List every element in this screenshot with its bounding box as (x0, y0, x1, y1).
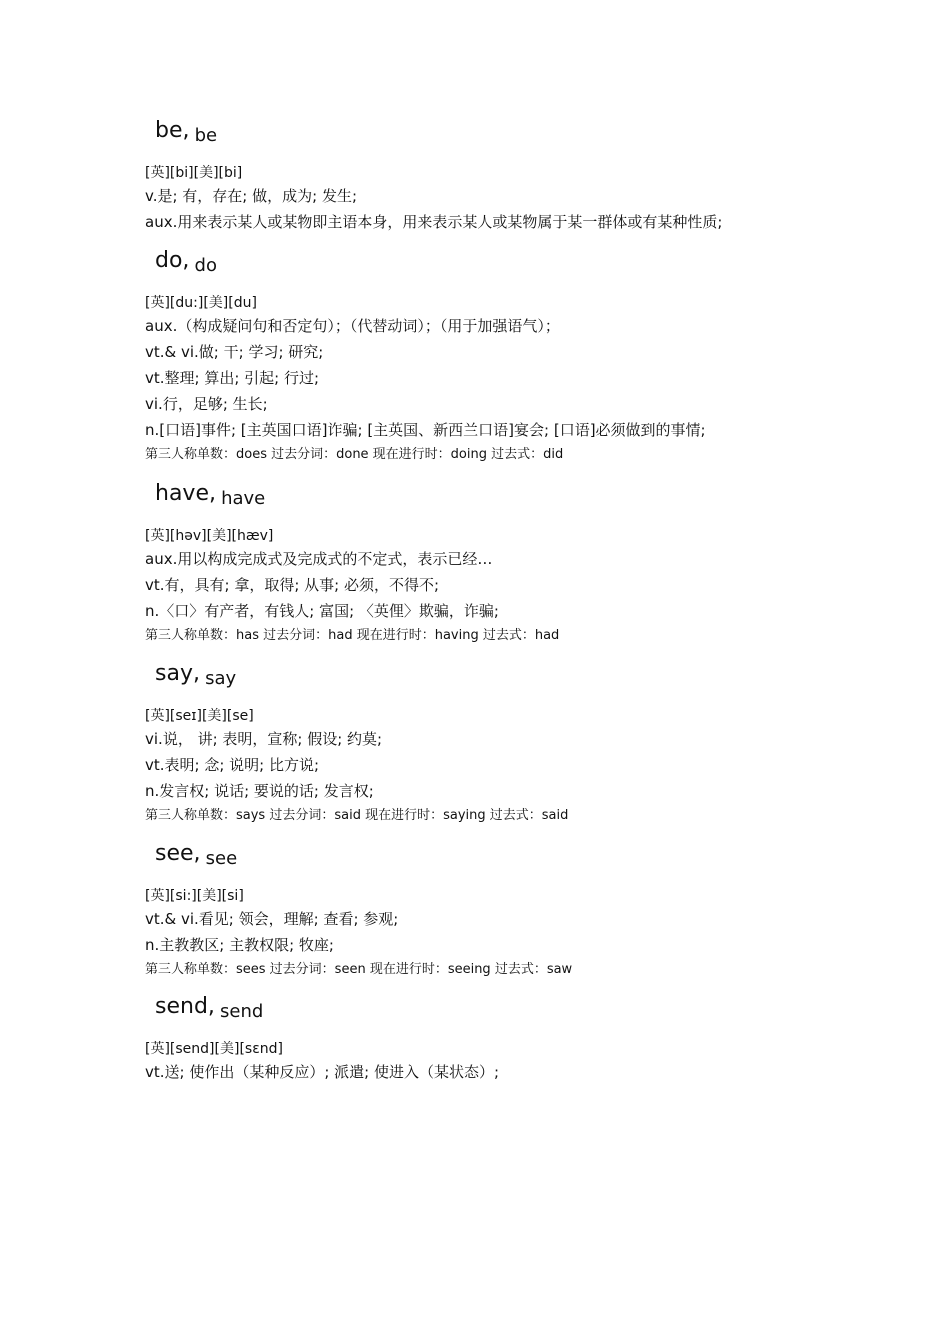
definition: n.发言权; 说话; 要说的话; 发言权; (145, 782, 374, 800)
word-forms: 第三人称单数：sees 过去分词：seen 现在进行时：seeing 过去式：saw (145, 962, 573, 977)
headword-small: be (194, 125, 218, 146)
headword-small: say (205, 668, 237, 689)
word-forms: 第三人称单数：says 过去分词：said 现在进行时：saying 过去式：said (145, 808, 569, 823)
entry-be (145, 118, 905, 235)
headword (155, 118, 905, 160)
headword (155, 248, 905, 290)
definition: vt.表明; 念; 说明; 比方说; (145, 756, 320, 774)
headword-main: see, (155, 841, 201, 866)
word-forms: 第三人称单数：does 过去分词：done 现在进行时：doing 过去式：did (145, 447, 564, 462)
definition: vt.整理; 算出; 引起; 行过; (145, 369, 320, 387)
phonetic: [英][du:][美][du] (145, 295, 257, 311)
headword-main: say, (155, 661, 200, 686)
phonetic: [英][həv][美][hæv] (145, 528, 274, 544)
headword-small: do (194, 255, 217, 276)
definition: n.〈口〉有产者，有钱人; 富国; 〈英俚〉欺骗，诈骗; (145, 602, 499, 620)
headword-main: do, (155, 248, 190, 273)
entry-do (145, 248, 905, 467)
definition: vt.& vi.做; 干; 学习; 研究; (145, 343, 324, 361)
definition: aux.（构成疑问句和否定句）；（代替动词）；（用于加强语气）； (145, 317, 560, 335)
headword-main: send, (155, 994, 215, 1019)
entry-have (145, 481, 905, 648)
entry-say (145, 661, 905, 828)
headword (155, 661, 905, 703)
entry-send (145, 994, 905, 1085)
word-forms: 第三人称单数：has 过去分词：had 现在进行时：having 过去式：had (145, 628, 560, 643)
definition: vi.行，足够; 生长; (145, 395, 268, 413)
headword-small: have (221, 488, 266, 509)
definition: v.是; 有，存在; 做，成为; 发生; (145, 187, 358, 205)
phonetic: [英][si:][美][si] (145, 888, 244, 904)
entry-see (145, 841, 905, 982)
definition: vi.说， 讲; 表明，宣称; 假设; 约莫; (145, 730, 383, 748)
definition: n.[口语]事件; [主英国口语]诈骗; [主英国、新西兰口语]宴会; [口语]必须做到的事情; (145, 421, 706, 439)
headword-main: have, (155, 481, 216, 506)
definition: vt.& vi.看见; 领会，理解; 查看; 参观; (145, 910, 399, 928)
phonetic: [英][seɪ][美][se] (145, 708, 254, 724)
definition: n.主教教区; 主教权限; 牧座; (145, 936, 334, 954)
headword-small: send (220, 1001, 264, 1022)
definition: aux.用以构成完成式及完成式的不定式，表示已经… (145, 550, 493, 568)
phonetic: [英][bi][美][bi] (145, 165, 243, 181)
headword-small: see (205, 848, 238, 869)
definition: vt.有，具有; 拿，取得; 从事; 必须，不得不; (145, 576, 440, 594)
definition: vt.送; 使作出（某种反应）; 派遣; 使进入（某状态）; (145, 1063, 500, 1081)
definition: aux.用来表示某人或某物即主语本身，用来表示某人或某物属于某一群体或有某种性质; (145, 213, 723, 231)
headword (155, 841, 905, 883)
phonetic: [英][send][美][sɛnd] (145, 1041, 283, 1057)
headword-main: be, (155, 118, 190, 143)
headword (155, 481, 905, 523)
headword (155, 994, 905, 1036)
